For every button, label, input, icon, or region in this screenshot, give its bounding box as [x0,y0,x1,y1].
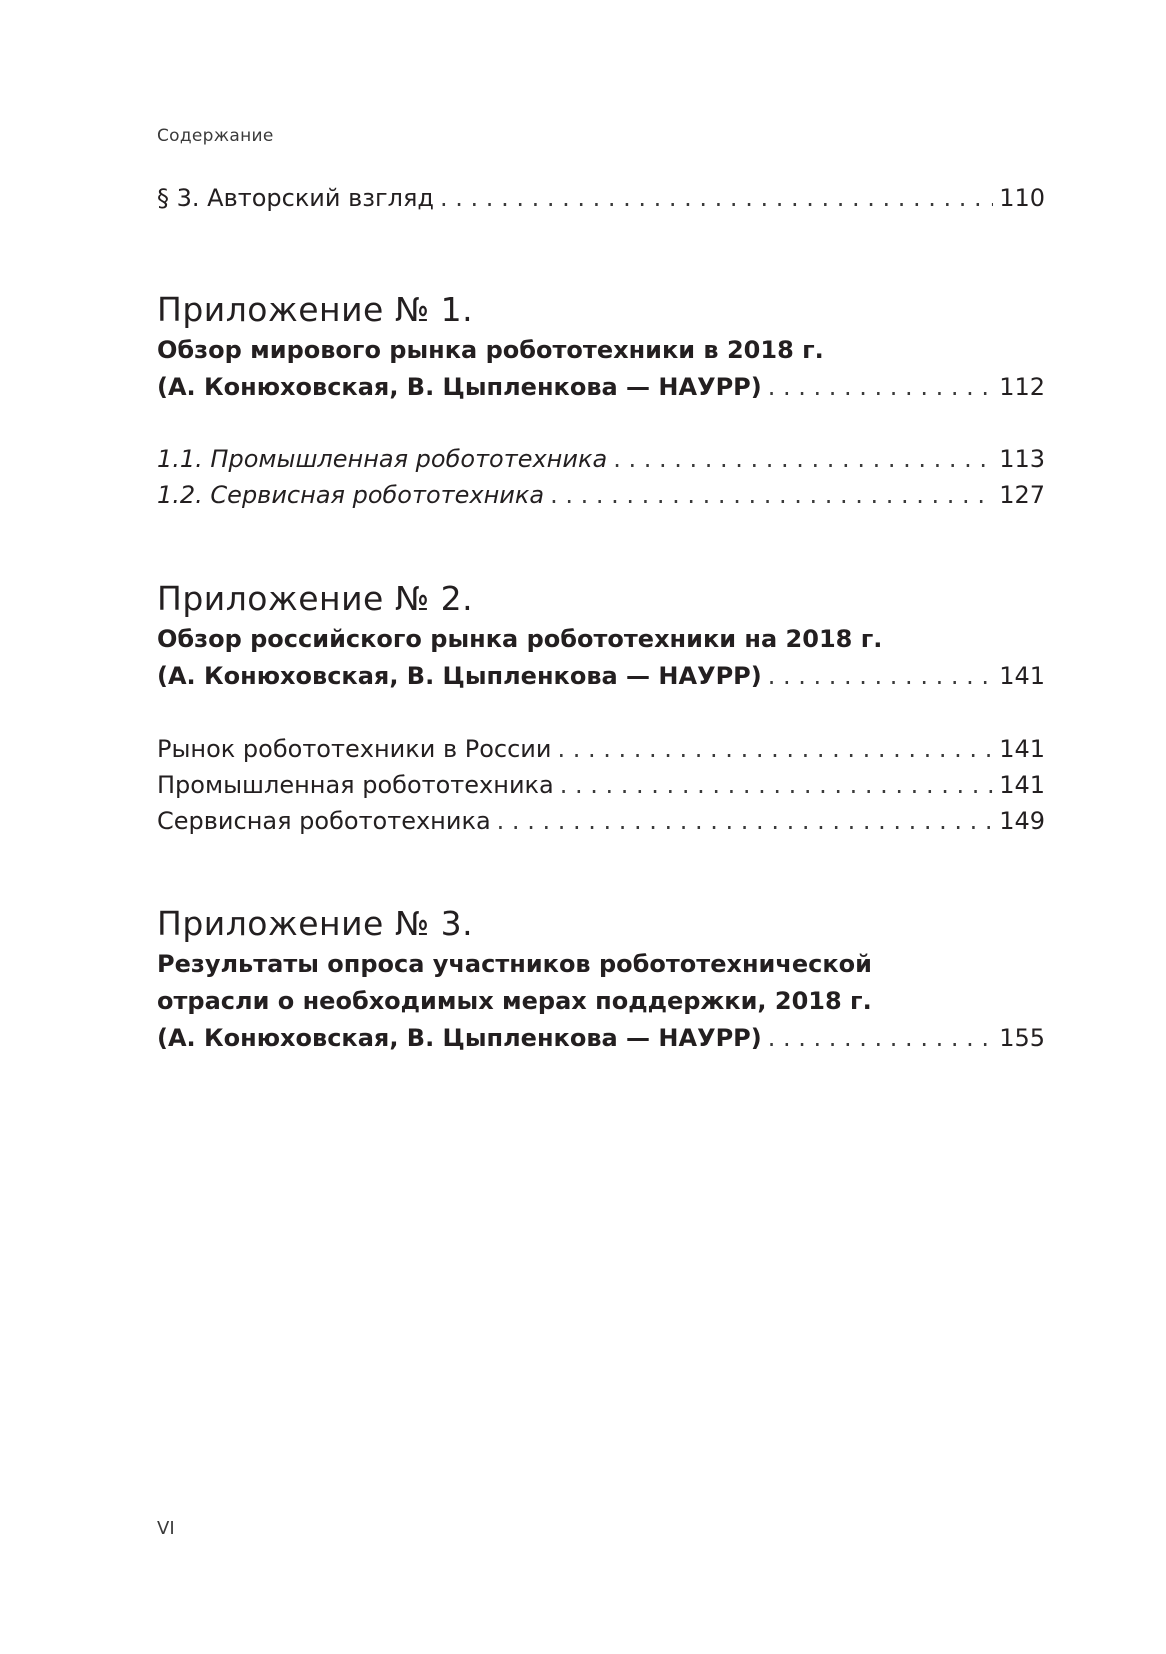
dot-leader [768,658,993,695]
toc-appendix-3 [157,902,1045,1057]
appendix-heading: Приложение № 1. [157,290,474,329]
appendix-title-line: Обзор мирового рынка робототехники в 2018 г. [157,336,824,364]
toc-page-number: 141 [999,735,1045,763]
appendix-authors: (А. Конюховская, В. Цыпленкова — НАУРР) [157,1024,762,1052]
toc-row[interactable] [157,1020,1045,1057]
toc-page-number: 155 [999,1024,1045,1052]
toc-row[interactable] [157,477,1045,513]
toc-appendix-1 [157,288,1045,406]
toc-appendix-1-items [157,441,1045,513]
toc-row[interactable] [157,369,1045,406]
toc-appendix-2 [157,577,1045,695]
toc-row[interactable] [157,731,1045,767]
dot-leader [613,441,993,477]
toc-appendix-2-items [157,731,1045,839]
dot-leader [440,180,993,216]
toc-row[interactable] [157,441,1045,477]
running-head: Содержание [157,126,274,146]
toc-page-number: 149 [999,807,1045,835]
appendix-title-line: Результаты опроса участников робототехнической [157,950,872,978]
toc-row[interactable] [157,658,1045,695]
page-folio: VI [157,1518,175,1539]
appendix-heading: Приложение № 2. [157,579,474,618]
toc-entry-title: 1.1. Промышленная робототехника [157,445,608,473]
toc-row[interactable] [157,803,1045,839]
appendix-heading: Приложение № 3. [157,904,474,943]
toc-page-number: 112 [999,373,1045,401]
toc-entry-title: Сервисная робототехника [157,807,491,835]
toc-entry-title: 1.2. Сервисная робототехника [157,481,545,509]
toc-page-number: 113 [999,445,1045,473]
dot-leader [557,731,993,767]
toc-page-number: 141 [999,662,1045,690]
toc-entry-title: Промышленная робототехника [157,771,554,799]
appendix-title-line: Обзор российского рынка робототехники на 2018 г. [157,625,883,653]
toc-row[interactable] [157,767,1045,803]
toc-row[interactable] [157,180,1045,216]
dot-leader [550,477,993,513]
dot-leader [497,803,994,839]
dot-leader [560,767,993,803]
toc-page-number: 141 [999,771,1045,799]
dot-leader [768,1020,993,1057]
toc-page-number: 110 [999,184,1045,212]
toc-page-number: 127 [999,481,1045,509]
toc-entry-title: Рынок робототехники в России [157,735,552,763]
toc-entry-title: § 3. Авторский взгляд [157,184,435,212]
appendix-title-line: отрасли о необходимых мерах поддержки, 2018 г. [157,987,872,1015]
toc-section-3 [157,180,1045,216]
appendix-authors: (А. Конюховская, В. Цыпленкова — НАУРР) [157,373,762,401]
dot-leader [768,369,993,406]
appendix-authors: (А. Конюховская, В. Цыпленкова — НАУРР) [157,662,762,690]
